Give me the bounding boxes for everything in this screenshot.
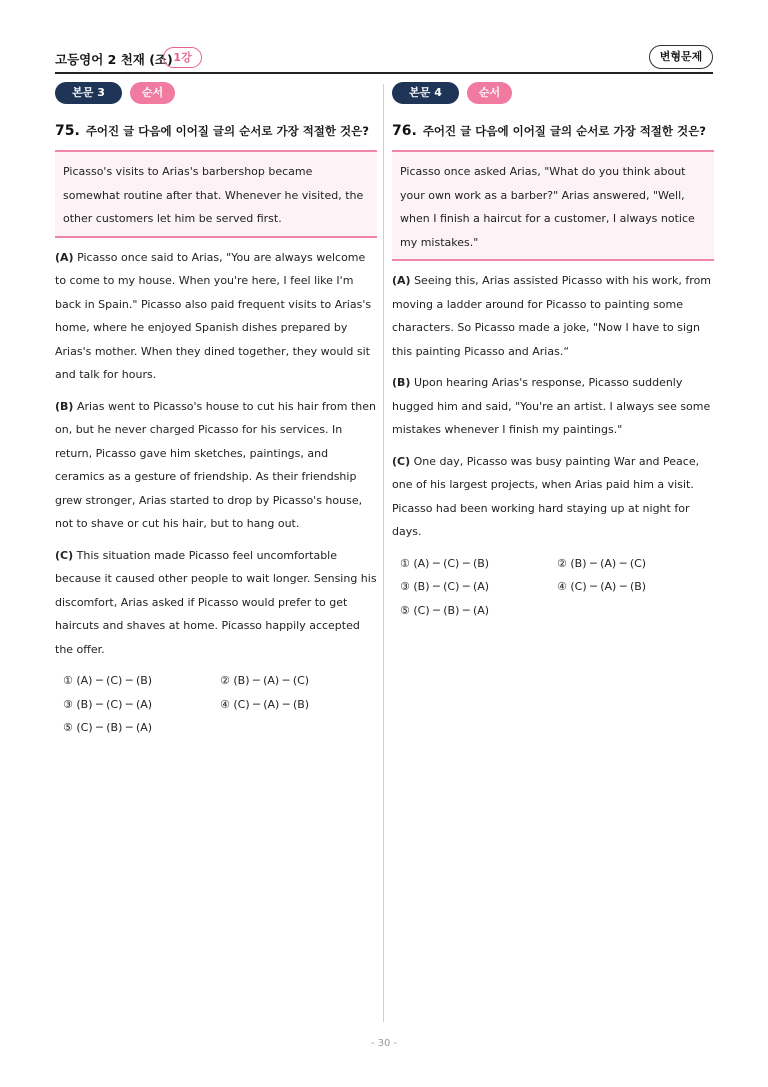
question-text: 주어진 글 다음에 이어질 글의 순서로 가장 적절한 것은?: [422, 124, 706, 138]
paragraph-label: (B): [392, 376, 411, 389]
question-text: 주어진 글 다음에 이어질 글의 순서로 가장 적절한 것은?: [85, 124, 369, 138]
type-tag: 순서: [130, 82, 175, 104]
paragraph-label: (A): [55, 250, 74, 264]
type-tag: 순서: [467, 82, 512, 104]
given-passage: Picasso once asked Arias, "What do you think about your own work as a barber?" Arias answered, "Well, when I finish a haircut for a customer, I always notice my mistakes.": [392, 150, 714, 261]
paragraph-label: (A): [392, 274, 411, 287]
choice-1[interactable]: ① (A) ─ (C) ─ (B): [63, 674, 153, 687]
variant-badge: 변형문제: [649, 45, 713, 69]
question-75-column: [55, 82, 377, 740]
paragraph-c: [392, 450, 714, 544]
choice-5[interactable]: ⑤ (C) ─ (B) ─ (A): [400, 603, 490, 617]
paragraph-text: Upon hearing Arias's response, Picasso suddenly hugged him and said, "You're an artist. I always see some mistakes whenever I finish my paintings.": [392, 376, 711, 436]
paragraph-label: (C): [55, 548, 74, 562]
paragraph-text: Arias went to Picasso's house to cut his hair from then on, but he never charged Picasso for his services. In return, Picasso gave him sketches, paintings, and ceramics as a gesture of friendship. As their friendship grew stronger, Arias started to drop by Picasso's house, not to shave or cut his hair, but to hang out.: [55, 399, 376, 530]
textbook-title: 고등영어 2 천재 (조): [55, 52, 173, 67]
paragraph-label: (C): [392, 454, 411, 468]
column-divider: [383, 84, 384, 1022]
question-heading: [55, 123, 377, 139]
given-passage: Picasso's visits to Arias's barbershop became somewhat routine after that. Whenever he visited, the other customers let him be served first.: [55, 150, 377, 238]
tag-row: [392, 82, 714, 104]
section-tag: 본문 4: [392, 82, 459, 104]
choice-3[interactable]: ③ (B) ─ (C) ─ (A): [63, 697, 153, 711]
choice-4[interactable]: ④ (C) ─ (A) ─ (B): [220, 697, 310, 711]
page-header: [55, 44, 713, 74]
paragraph-c: [55, 544, 377, 662]
choice-2[interactable]: ② (B) ─ (A) ─ (C): [220, 674, 310, 687]
section-tag: 본문 3: [55, 82, 122, 104]
question-number: 76.: [392, 123, 417, 139]
paragraph-a: [55, 246, 377, 387]
paragraph-text: Seeing this, Arias assisted Picasso with his work, from moving a ladder around for Picasso to painting some characters. So Picasso made a joke, "Now I have to sign this painting Picasso and Arias.“: [392, 274, 712, 358]
paragraph-text: Picasso once said to Arias, "You are always welcome to come to my house. When you're here, I feel like I'm back in Spain." Picasso also paid frequent visits to Arias's home, where he enjoyed Spanish dishes prepared by Arias's mother. When they dined together, they would sit and talk for hours.: [55, 250, 372, 381]
paragraph-b: [55, 395, 377, 536]
choice-2[interactable]: ② (B) ─ (A) ─ (C): [557, 556, 647, 570]
tag-row: [55, 82, 377, 104]
paragraph-label: (B): [55, 399, 74, 413]
choice-5[interactable]: ⑤ (C) ─ (B) ─ (A): [63, 721, 153, 734]
choice-4[interactable]: ④ (C) ─ (A) ─ (B): [557, 580, 647, 593]
answer-choices: [392, 552, 714, 623]
paragraph-text: This situation made Picasso feel uncomfortable because it caused other people to wait longer. Sensing his discomfort, Arias asked if Picasso would prefer to get haircuts and shaves at home. Picasso happily accepted the offer.: [55, 548, 377, 656]
lesson-badge: 1강: [163, 47, 202, 68]
question-number: 75.: [55, 123, 80, 139]
header-rule: [55, 72, 713, 74]
page-number: - 30 -: [370, 1038, 398, 1049]
answer-choices: [55, 669, 377, 740]
paragraph-a: [392, 269, 714, 363]
paragraph-text: One day, Picasso was busy painting War and Peace, one of his largest projects, when Arias paid him a visit. Picasso had been working hard staying up at night for days.: [392, 454, 700, 538]
choice-3[interactable]: ③ (B) ─ (C) ─ (A): [400, 580, 490, 593]
question-heading: [392, 123, 714, 139]
question-76-column: [392, 82, 714, 622]
paragraph-b: [392, 371, 714, 442]
choice-1[interactable]: ① (A) ─ (C) ─ (B): [400, 556, 490, 570]
